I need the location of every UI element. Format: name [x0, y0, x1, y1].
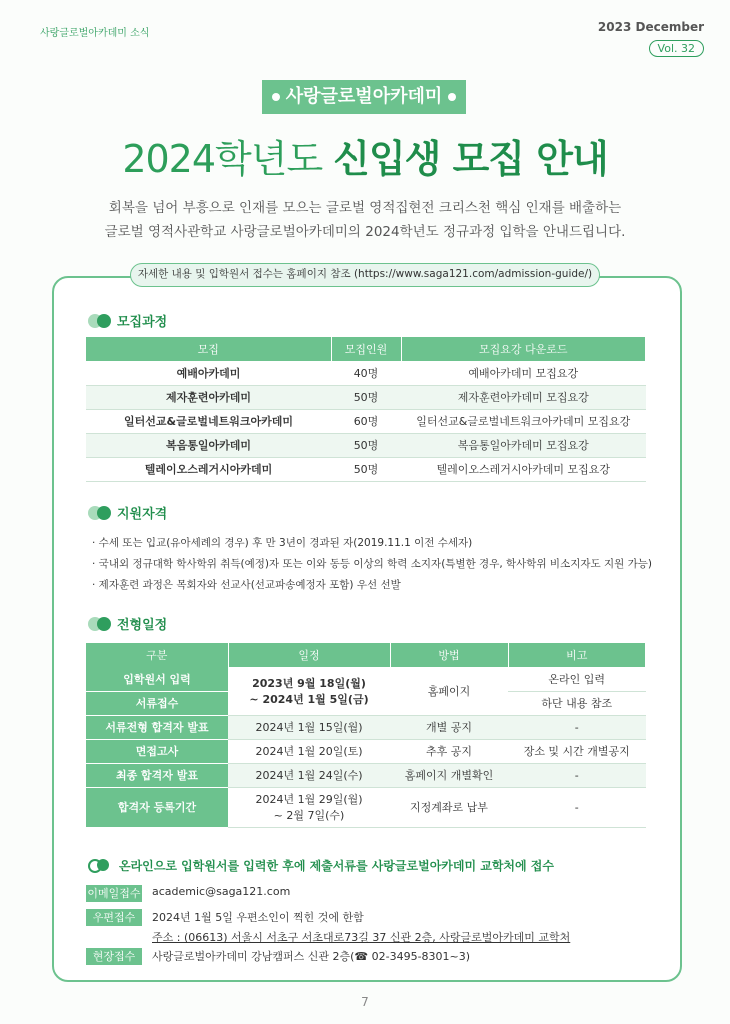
list-item: · 제자훈련 과정은 목회자와 선교사(선교파송예정자 포함) 우선 선발 [92, 579, 401, 591]
table-row [86, 787, 646, 827]
course-name: 일터선교&글로벌네트워크아카데미 [86, 409, 331, 433]
schedule-date: 2024년 1월 15일(월) [228, 715, 390, 739]
download-link[interactable]: 텔레이오스레거시아카데미 모집요강 [401, 457, 646, 481]
title-year: 2024학년도 [122, 137, 334, 181]
table-row [86, 385, 646, 409]
eligibility-list [92, 533, 652, 596]
stage-label: 서류전형 합격자 발표 [86, 715, 228, 739]
email-tag: 이메일접수 [87, 887, 141, 900]
intro-text [60, 196, 670, 244]
toggle-dots-icon [88, 314, 111, 328]
stage-label: 최종 합격자 발표 [86, 763, 228, 787]
col-header: 구분 [86, 643, 228, 667]
col-header: 비고 [508, 643, 646, 667]
schedule-date: 2024년 1월 29일(월) ~ 2월 7일(수) [228, 787, 390, 827]
section-eligibility-heading: 지원자격 [88, 503, 167, 522]
issue-info [598, 20, 704, 57]
schedule-date: 2023년 9월 18일(월) ~ 2024년 1월 5일(금) [228, 667, 390, 715]
note: - [508, 787, 646, 827]
list-item: · 수세 또는 입교(유아세례의 경우) 후 만 3년이 경과된 자(2019.11.1 이전 수세자) [92, 537, 473, 549]
toggle-dots-icon [88, 617, 111, 631]
download-link[interactable]: 예배아카데미 모집요강 [401, 361, 646, 385]
toggle-dots-icon [88, 506, 111, 520]
note: - [508, 763, 646, 787]
method: 개별 공지 [390, 715, 508, 739]
stage-label: 면접고사 [86, 739, 228, 763]
note: 온라인 입력 [508, 667, 646, 691]
email-submission [86, 885, 290, 902]
list-item: · 국내외 정규대학 학사학위 취득(예정)자 또는 이와 동등 이상의 학력 소지자(특별한 경우, 학사학위 비소지자도 지원 가능) [92, 558, 652, 570]
col-header: 모집 [86, 337, 331, 361]
table-row [86, 433, 646, 457]
post-submission [86, 909, 570, 945]
page-title [0, 128, 730, 183]
intro-line: 글로벌 영적사관학교 사랑글로벌아카데미의 2024학년도 정규과정 입학을 안내드립니다. [104, 224, 626, 240]
schedule-date: 2024년 1월 20일(토) [228, 739, 390, 763]
section-schedule-heading: 전형일정 [88, 614, 167, 633]
schedule-table [86, 643, 646, 828]
course-name: 텔레이오스레거시아카데미 [86, 457, 331, 481]
visit-location: 사랑글로벌아카데미 강남캠퍼스 신관 2층(☎ 02-3495-8301~3) [152, 950, 471, 963]
table-row [86, 763, 646, 787]
schedule-date: 2024년 1월 24일(수) [228, 763, 390, 787]
method: 홈페이지 [390, 667, 508, 715]
course-quota: 50명 [331, 385, 401, 409]
note: 장소 및 시간 개별공지 [508, 739, 646, 763]
course-name: 예배아카데미 [86, 361, 331, 385]
title-main: 신입생 모집 안내 [333, 137, 608, 181]
email-address[interactable]: academic@saga121.com [152, 885, 291, 898]
recruit-table [86, 337, 646, 482]
table-row [86, 409, 646, 433]
course-name: 복음통일아카데미 [86, 433, 331, 457]
stage-label: 입학원서 입력 [86, 667, 228, 691]
page-number: 7 [361, 995, 369, 1009]
note: - [508, 715, 646, 739]
stage-label: 합격자 등록기간 [86, 787, 228, 827]
download-link[interactable]: 일터선교&글로벌네트워크아카데미 모집요강 [401, 409, 646, 433]
method: 홈페이지 개별확인 [390, 763, 508, 787]
download-link[interactable]: 복음통일아카데미 모집요강 [401, 433, 646, 457]
toggle-icon [88, 859, 109, 873]
note: 하단 내용 참조 [508, 691, 646, 715]
course-quota: 50명 [331, 457, 401, 481]
method: 지정계좌로 납부 [390, 787, 508, 827]
volume-badge: Vol. 32 [649, 40, 704, 57]
post-condition: 2024년 1월 5일 우편소인이 찍힌 것에 한함 [152, 911, 364, 924]
col-header: 모집인원 [331, 337, 401, 361]
visit-tag: 현장접수 [86, 948, 142, 965]
col-header: 모집요강 다운로드 [401, 337, 646, 361]
course-name: 제자훈련아카데미 [86, 385, 331, 409]
online-submission-note: 온라인으로 입학원서를 입력한 후에 제출서류를 사랑글로벌아카데미 교학처에 접수 [88, 857, 554, 874]
visit-submission [86, 948, 470, 965]
table-row [86, 715, 646, 739]
download-link[interactable]: 제자훈련아카데미 모집요강 [401, 385, 646, 409]
newsletter-name: 사랑글로벌아카데미 소식 [40, 28, 150, 39]
homepage-notice[interactable]: 자세한 내용 및 입학원서 접수는 홈페이지 참조 (https://www.saga121.com/admission-guide/) [130, 263, 600, 287]
course-quota: 40명 [331, 361, 401, 385]
table-row [86, 457, 646, 481]
academy-title-pill: 사랑글로벌아카데미 [262, 80, 466, 114]
table-row [86, 667, 646, 691]
table-row [86, 739, 646, 763]
col-header: 방법 [390, 643, 508, 667]
intro-line: 회복을 넘어 부흥으로 인재를 모으는 글로벌 영적집현전 크리스천 핵심 인재를 배출하는 [108, 200, 622, 216]
course-quota: 60명 [331, 409, 401, 433]
issue-date: 2023 December [597, 20, 704, 34]
post-address: 주소 : (06613) 서울시 서초구 서초대로73길 37 신관 2층, 사랑글로벌아카데미 교학처 [152, 931, 571, 944]
col-header: 일정 [228, 643, 390, 667]
stage-label: 서류접수 [86, 691, 228, 715]
method: 추후 공지 [390, 739, 508, 763]
course-quota: 50명 [331, 433, 401, 457]
section-recruit-heading: 모집과정 [88, 311, 167, 330]
table-row [86, 361, 646, 385]
post-tag: 우편접수 [86, 909, 142, 926]
